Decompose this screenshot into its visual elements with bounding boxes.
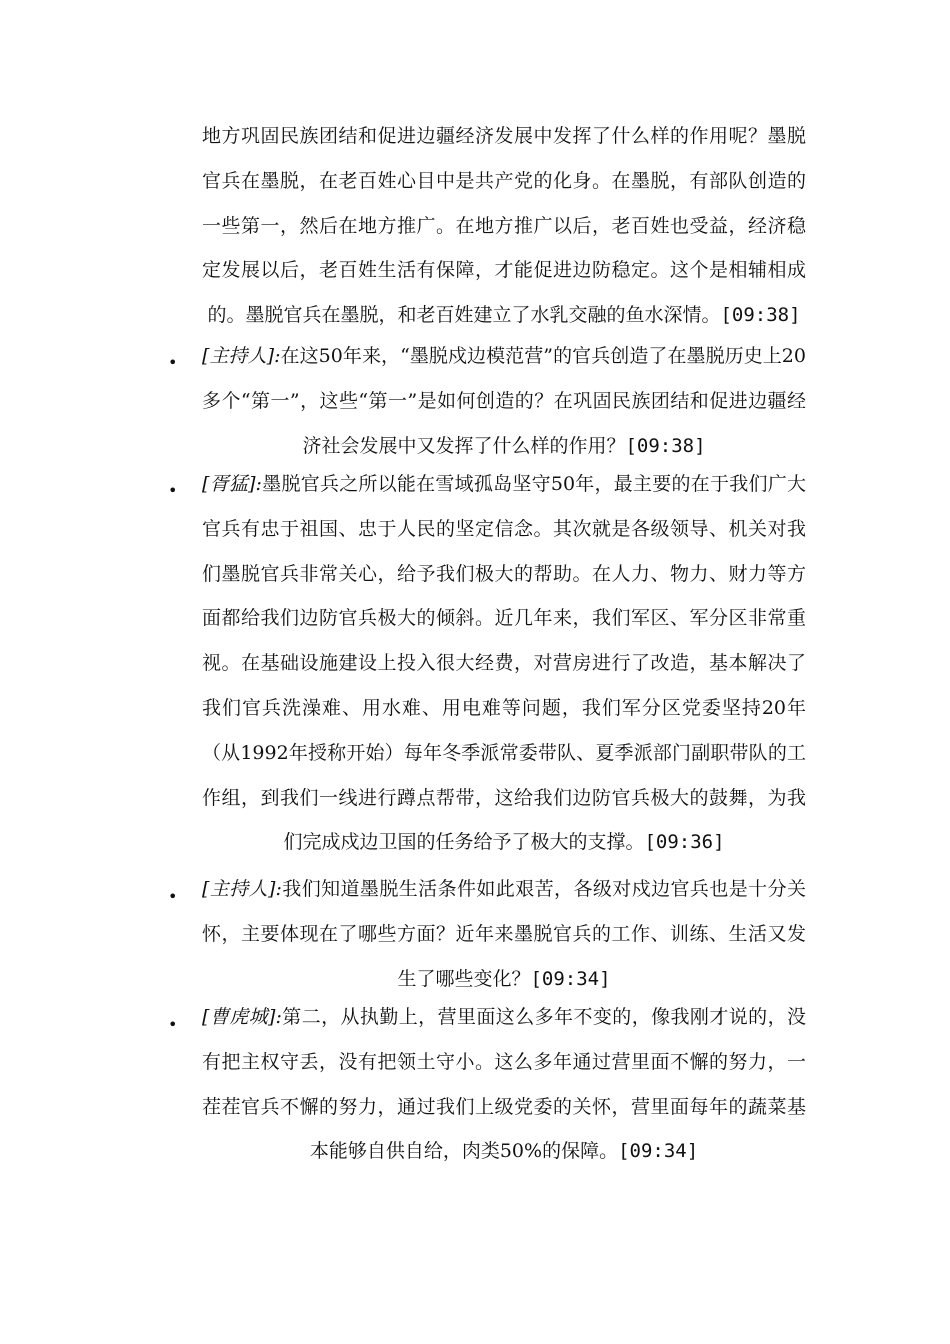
paragraph-text: 地方巩固民族团结和促进边疆经济发展中发挥了什么样的作用呢？墨脱官兵在墨脱，在老百姓心目中是共产党的化身。在墨脱，有部队创造的一些第一，然后在地方推广。在地方推广以后，老百姓也受益，经济稳定发展以后，老百姓生活有保障，才能促进边防稳定。这个是相辅相成的。墨脱官兵在墨脱，和老百姓建立了水乳交融的鱼水深情。 <box>202 125 806 327</box>
intro-paragraph <box>202 114 806 338</box>
speaker-label: [主持人]: <box>202 345 281 367</box>
bullet-marker: • <box>168 353 178 372</box>
entry-text: 墨脱官兵之所以能在雪域孤岛坚守50年，最主要的在于我们广大官兵有忠于祖国、忠于人民的坚定信念。其次就是各级领导、机关对我们墨脱官兵非常关心，给予我们极大的帮助。在人力、物力、财力等方面都给我们边防官兵极大的倾斜。近几年来，我们军区、军分区非常重视。在基础设施建设上投入很大经费，对营房进行了改造，基本解决了我们官兵洗澡难、用水难、用电难等问题，我们军分区党委坚持20年（从1992年授称开始）每年冬季派常委带队、夏季派部门副职带队的工作组，到我们一线进行蹲点帮带，这给我们边防官兵极大的鼓舞，为我们完成戍边卫国的任务给予了极大的支撑。 <box>202 473 806 854</box>
transcript-entry <box>202 995 806 1174</box>
timestamp: [09:34] <box>530 967 611 990</box>
entry-text: 我们知道墨脱生活条件如此艰苦，各级对戍边官兵也是十分关怀，主要体现在了哪些方面？近年来墨脱官兵的工作、训练、生活又发生了哪些变化？ <box>202 878 806 990</box>
speaker-label: [曹虎城]: <box>202 1006 282 1028</box>
bullet-marker: • <box>168 887 178 906</box>
transcript-entry <box>202 334 806 468</box>
bullet-marker: • <box>168 1015 178 1034</box>
speaker-label: [主持人]: <box>202 878 282 900</box>
transcript-entry <box>202 867 806 1001</box>
timestamp: [09:36] <box>644 831 725 854</box>
entry-text: 在这50年来，“墨脱戍边模范营”的官兵创造了在墨脱历史上20多个“第一”，这些“第一”是如何创造的？在巩固民族团结和促进边疆经济社会发展中又发挥了什么样的作用？ <box>202 345 806 457</box>
entry-text: 第二，从执勤上，营里面这么多年不变的，像我刚才说的，没有把主权守丢，没有把领土守小。这么多年通过营里面不懈的努力，一茬茬官兵不懈的努力，通过我们上级党委的关怀，营里面每年的蔬菜基本能够自供自给，肉类50%的保障。 <box>202 1006 806 1163</box>
timestamp: [09:34] <box>618 1140 699 1163</box>
speaker-label: [胥猛]: <box>202 473 262 495</box>
timestamp: [09:38] <box>625 434 706 457</box>
bullet-marker: • <box>168 481 178 500</box>
timestamp: [09:38] <box>720 304 801 327</box>
transcript-entry <box>202 462 806 865</box>
